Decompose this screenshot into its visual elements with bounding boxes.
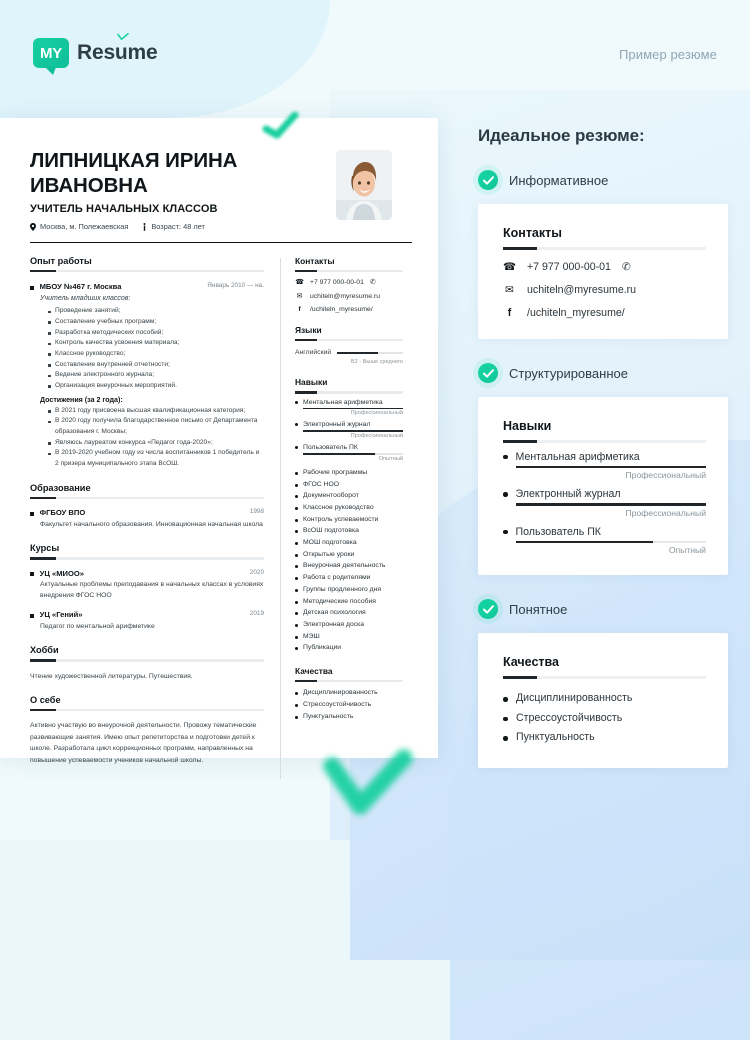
avatar-photo xyxy=(336,150,392,220)
list-item: Документооборот xyxy=(295,490,403,502)
education-description: Факультет начального образования. Инновационная начальная школа xyxy=(40,520,263,528)
ideal-resume-panel xyxy=(478,126,728,768)
logo-my-text: MY xyxy=(40,44,62,62)
checklist-label: Структурированное xyxy=(509,365,628,381)
list-item: МОШ подготовка xyxy=(295,537,403,549)
phone-icon: ☎ xyxy=(503,261,517,273)
skill-name: Электронный журнал xyxy=(303,421,371,429)
skills-card xyxy=(478,397,728,575)
skill-name: Электронный журнал xyxy=(515,488,621,501)
section-rule xyxy=(30,557,264,559)
header-divider xyxy=(30,242,412,243)
skill-item xyxy=(295,399,403,417)
resume-side-column xyxy=(281,256,403,779)
list-item: Составление внутренней отчетности; xyxy=(48,360,264,371)
education-org: ФГБОУ ВПО xyxy=(39,508,86,518)
list-item: Контроль качества усвоения материала; xyxy=(48,338,264,349)
card-title: Качества xyxy=(503,655,560,670)
facebook-icon: f xyxy=(298,306,301,314)
experience-duties-list xyxy=(48,306,264,391)
about-text: Активно участвую во внеурочной деятельности. Провожу тематические развивающие занятия. Имею опыт репетиторства и подготовки детей к школе. Разработала цикл коррекционных программ, направленных на повышение успеваемости учеников начальной школы. xyxy=(30,722,257,764)
list-item: Пунктуальность xyxy=(295,711,403,723)
pin-icon xyxy=(30,223,36,231)
education-title: Образование xyxy=(30,482,91,493)
hobbies-section xyxy=(30,645,264,682)
whatsapp-icon: ✆ xyxy=(621,261,631,273)
mail-icon: ✉ xyxy=(296,293,303,301)
resume-document xyxy=(0,118,438,764)
square-bullet-icon xyxy=(30,512,34,516)
experience-title: Опыт работы xyxy=(30,256,92,266)
skill-name: Пользователь ПК xyxy=(303,444,358,452)
logo-wordmark xyxy=(77,41,158,65)
panel-title: Идеальное резюме: xyxy=(478,126,645,145)
list-item: Детская психология xyxy=(295,607,403,619)
list-item: Являюсь лауреатом конкурса «Педагог года-2020»; xyxy=(48,438,264,449)
hobbies-title: Хобби xyxy=(30,645,59,656)
phone-row xyxy=(503,261,706,273)
logo-badge xyxy=(33,38,69,68)
skill-item xyxy=(503,488,706,517)
skill-level-text: Профессиональный xyxy=(625,470,706,481)
list-item: Открытые уроки xyxy=(295,549,403,561)
list-item: Составление учебных программ; xyxy=(48,317,264,328)
language-name: Английский xyxy=(295,349,332,357)
skill-level-text: Профессиональный xyxy=(625,507,706,518)
list-item: Контроль успеваемости xyxy=(295,514,403,526)
panel-group-structured xyxy=(478,363,728,575)
list-item: В 2021 году присвоена высшая квалификационная категория; xyxy=(48,406,264,417)
course-entry-header xyxy=(30,610,264,619)
facebook-text: /uchiteln_myresume/ xyxy=(527,307,625,319)
square-bullet-icon xyxy=(30,614,34,618)
course-year: 2019 xyxy=(249,610,264,618)
list-item: Группы продленного дня xyxy=(295,584,403,596)
checklist-item xyxy=(478,599,728,619)
facebook-row xyxy=(503,307,706,319)
section-rule xyxy=(295,391,403,393)
panel-group-clear xyxy=(478,599,728,768)
skill-name: Ментальная арифметика xyxy=(303,398,383,406)
skill-level-text: Профессиональный xyxy=(350,433,403,440)
facebook-text: /uchiteln_myresume/ xyxy=(310,306,373,314)
page-title: ЛИПНИЦКАЯ ИРИНА ИВАНОВНА xyxy=(30,149,238,197)
checklist-item xyxy=(478,363,728,383)
check-circle-icon xyxy=(478,363,498,383)
location-meta xyxy=(30,222,128,231)
qualities-list xyxy=(503,689,706,748)
whatsapp-icon: ✆ xyxy=(369,279,376,287)
about-section xyxy=(30,695,264,766)
list-item: Работа с родителями xyxy=(295,572,403,584)
list-item: Рабочие программы xyxy=(295,467,403,479)
skill-level-bar xyxy=(303,430,403,432)
skill-name: Ментальная арифметика xyxy=(515,451,640,463)
skill-level-text: Опытный xyxy=(378,455,403,462)
card-rule xyxy=(503,247,706,250)
skill-item xyxy=(295,444,403,462)
resume-main-column xyxy=(30,256,280,779)
email-text: uchiteln@myresume.ru xyxy=(527,284,637,296)
achievements-list xyxy=(48,406,264,470)
skills-title: Навыки xyxy=(295,377,328,388)
skill-item xyxy=(503,526,706,555)
card-title: Навыки xyxy=(503,419,552,433)
section-rule xyxy=(30,659,264,661)
resume-job-title: УЧИТЕЛЬ НАЧАЛЬНЫХ КЛАССОВ xyxy=(30,203,218,215)
contacts-card xyxy=(478,204,728,339)
location-text: Москва, м. Полежаевская xyxy=(40,222,129,231)
logo-word-text: Resume xyxy=(77,41,158,64)
list-item: Классное руководство xyxy=(295,502,403,514)
course-description: Педагог по ментальной арифметике xyxy=(40,622,155,630)
language-level-bar xyxy=(337,352,403,354)
skill-item xyxy=(295,421,403,439)
list-item: Стрессоустойчивость xyxy=(295,699,403,711)
contacts-title: Контакты xyxy=(295,256,335,266)
skills-section xyxy=(295,377,403,654)
round-bullet-icon xyxy=(503,492,508,497)
list-item: Ведение электронного журнала; xyxy=(48,370,264,381)
course-description: Актуальные проблемы преподавания в начальных классах в условиях внедрения ФГОС НОО xyxy=(40,581,264,599)
section-rule xyxy=(30,709,264,711)
list-item: ФГОС НОО xyxy=(295,479,403,491)
languages-title: Языки xyxy=(295,325,322,336)
experience-entry-header xyxy=(30,282,264,291)
qualities-title: Качества xyxy=(295,665,333,676)
experience-company: МБОУ №467 г. Москва xyxy=(39,282,122,292)
list-item: Пунктуальность xyxy=(503,728,706,748)
skill-level-text: Опытный xyxy=(668,545,706,556)
facebook-row xyxy=(295,306,403,313)
info-icon xyxy=(142,223,147,231)
list-item: МЭШ xyxy=(295,631,403,643)
skill-name: Пользователь ПК xyxy=(515,525,601,538)
list-item: ВсОШ подготовка xyxy=(295,525,403,537)
section-rule xyxy=(30,270,264,272)
checklist-label: Информативное xyxy=(509,172,609,188)
round-bullet-icon xyxy=(503,530,508,535)
education-entry-header xyxy=(30,508,264,517)
logo[interactable] xyxy=(33,38,158,68)
skill-level-text: Профессиональный xyxy=(350,410,403,417)
round-bullet-icon xyxy=(295,401,298,404)
logo-check-icon xyxy=(117,33,129,41)
list-item: Методические пособия xyxy=(295,596,403,608)
email-row xyxy=(503,284,706,296)
about-title: О себе xyxy=(30,695,61,705)
hobbies-text: Чтение художественной литературы. Путешествия. xyxy=(30,672,193,680)
list-item: Дисциплинированность xyxy=(295,687,403,699)
experience-section xyxy=(30,256,264,470)
list-item: Электронная доска xyxy=(295,619,403,631)
skills-list xyxy=(295,467,403,654)
card-rule xyxy=(503,440,706,443)
skill-level-bar xyxy=(303,453,403,455)
achievements-title: Достижения (за 2 года): xyxy=(40,395,123,404)
square-bullet-icon xyxy=(30,572,34,576)
square-bullet-icon xyxy=(30,286,34,290)
resume-columns xyxy=(30,256,412,779)
education-year: 1998 xyxy=(249,508,264,516)
courses-section xyxy=(30,543,264,632)
skill-item xyxy=(503,451,706,480)
round-bullet-icon xyxy=(503,455,508,460)
resume-meta xyxy=(30,222,412,231)
panel-group-informative xyxy=(478,170,728,339)
list-item: Стрессоустойчивость xyxy=(503,709,706,729)
checklist-item xyxy=(478,170,728,190)
mail-icon: ✉ xyxy=(505,284,514,296)
skill-level-bar xyxy=(516,466,706,468)
courses-title: Курсы xyxy=(30,543,60,554)
phone-text: +7 977 000-00-01 xyxy=(527,261,611,273)
language-row xyxy=(295,349,403,356)
skill-level-bar xyxy=(516,541,706,543)
phone-row xyxy=(295,278,403,286)
course-year: 2020 xyxy=(249,568,264,576)
list-item: В 2019-2020 учебном году из числа воспитанников 1 победитель и 2 призера муниципального этапа ВсОШ. xyxy=(48,448,264,469)
list-item: Дисциплинированность xyxy=(503,689,706,709)
section-rule xyxy=(295,339,403,341)
course-org: УЦ «Гений» xyxy=(39,610,83,620)
languages-section xyxy=(295,325,403,365)
round-bullet-icon xyxy=(295,446,298,449)
section-rule xyxy=(295,270,403,272)
card-rule xyxy=(503,676,706,679)
section-rule xyxy=(295,680,403,682)
check-circle-icon xyxy=(478,599,498,619)
course-org: УЦ «МИОО» xyxy=(39,568,85,578)
experience-role: Учитель младших классов: xyxy=(40,295,131,303)
phone-icon: ☎ xyxy=(295,279,304,287)
card-title: Контакты xyxy=(503,226,562,240)
language-level-text: B2 - Выше среднего xyxy=(350,359,403,366)
skill-level-bar xyxy=(516,503,706,505)
page-header xyxy=(0,0,750,90)
avatar xyxy=(336,150,392,220)
checklist-label: Понятное xyxy=(509,601,568,617)
age-text: Возраст: 48 лет xyxy=(151,222,205,231)
header-example-link[interactable]: Пример резюме xyxy=(618,47,717,62)
list-item: Разработка методических пособий; xyxy=(48,328,264,339)
contacts-section xyxy=(295,256,403,313)
list-item: Внеурочная деятельность xyxy=(295,560,403,572)
list-item: Организация внеурочных мероприятий. xyxy=(48,381,264,392)
list-item: Проведение занятий; xyxy=(48,306,264,317)
qualities-card xyxy=(478,633,728,768)
experience-date: Январь 2010 — на. xyxy=(207,282,264,290)
education-section xyxy=(30,483,264,530)
section-rule xyxy=(30,497,264,499)
list-item: Публикации xyxy=(295,642,403,654)
skill-level-bar xyxy=(303,408,403,410)
list-item: В 2020 году получила благодарственное письмо от Департамента образования г. Москвы; xyxy=(48,416,264,437)
course-entry-header xyxy=(30,569,264,578)
list-item: Классное руководство; xyxy=(48,349,264,360)
facebook-icon: f xyxy=(507,307,512,319)
check-circle-icon xyxy=(478,170,498,190)
email-row xyxy=(295,292,403,300)
qualities-list xyxy=(295,687,403,722)
round-bullet-icon xyxy=(295,423,298,426)
email-text: uchiteln@myresume.ru xyxy=(310,292,380,300)
age-meta xyxy=(142,222,205,231)
phone-text: +7 977 000-00-01 xyxy=(310,278,364,286)
qualities-section xyxy=(295,666,403,722)
